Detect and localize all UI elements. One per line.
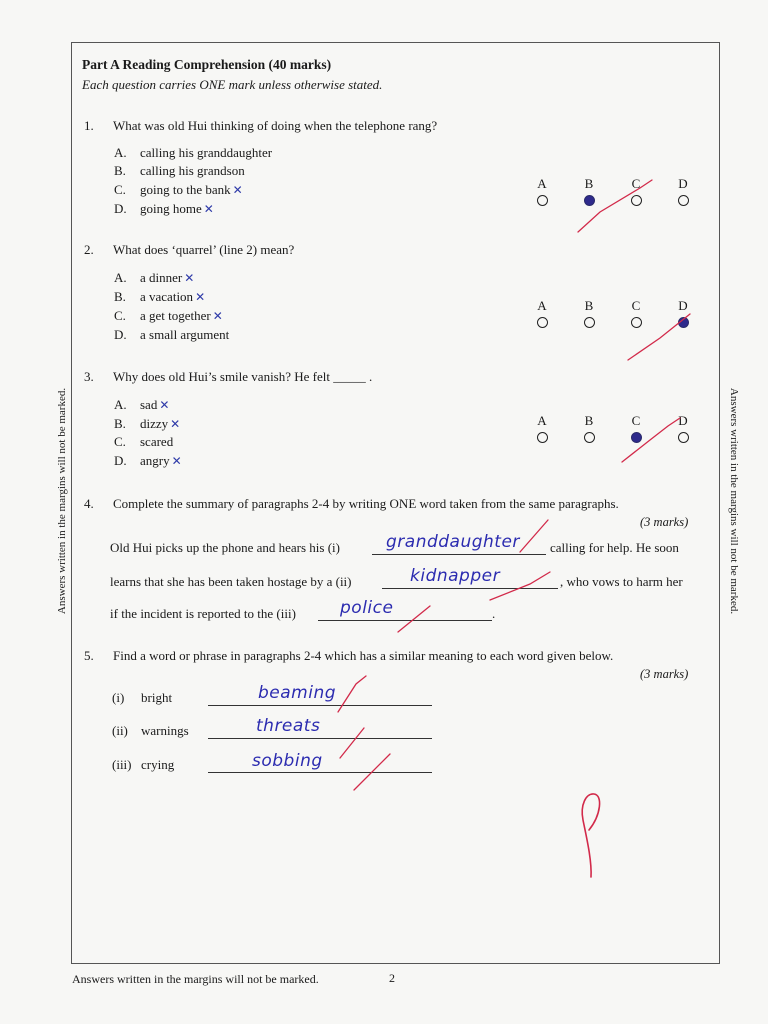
q2-bubble-label-a: A — [537, 298, 547, 313]
q2-option-c — [140, 308, 223, 324]
q2-option-c-text: a get together — [140, 308, 211, 323]
q2-bubble-label-d: D — [678, 298, 688, 313]
q4-answer-i: granddaughter — [386, 532, 520, 552]
q3-option-b-text: dizzy — [140, 416, 169, 431]
q2-option-b — [140, 289, 205, 305]
q5-answer-1: beaming — [258, 683, 337, 703]
q3-bubble-c[interactable] — [631, 432, 642, 443]
q5-item1-label: (i) — [112, 690, 125, 705]
page-number: 2 — [389, 971, 395, 985]
q3-option-b — [140, 416, 180, 432]
q1-option-c — [140, 182, 243, 198]
q1-option-a: calling his granddaughter — [140, 145, 273, 160]
cross-mark-icon: ✕ — [159, 398, 170, 412]
q5-marks: (3 marks) — [640, 667, 689, 681]
cross-mark-icon: ✕ — [184, 271, 195, 285]
cross-mark-icon: ✕ — [170, 417, 181, 431]
q1-bubble-a[interactable] — [537, 195, 548, 206]
q3-bubble-d[interactable] — [678, 432, 689, 443]
q1-option-d-text: going home — [140, 201, 202, 216]
q3-bubble-a[interactable] — [537, 432, 548, 443]
right-margin-note: Answers written in the margins will not be marked. — [728, 387, 740, 615]
q4-marks: (3 marks) — [640, 515, 689, 529]
q4-blank-iii[interactable] — [318, 620, 492, 621]
footer-note: Answers written in the margins will not be marked. — [72, 972, 319, 986]
q1-option-c-text: going to the bank — [140, 182, 231, 197]
q1-option-b-letter: B. — [114, 163, 126, 178]
q3-bubble-b[interactable] — [584, 432, 595, 443]
q2-bubble-label-b: B — [584, 298, 594, 313]
q1-option-a-letter: A. — [114, 145, 127, 160]
q3-bubble-label-c: C — [631, 413, 641, 428]
q4-answer-ii: kidnapper — [410, 566, 501, 586]
q3-option-d — [140, 453, 182, 469]
q4-answer-iii: police — [340, 598, 394, 618]
q4-line1-suffix: calling for help. He soon — [550, 540, 679, 555]
section-title: Part A Reading Comprehension (40 marks) — [82, 57, 332, 72]
q3-text: Why does old Hui’s smile vanish? He felt _____ . — [113, 369, 373, 384]
q2-option-a-text: a dinner — [140, 270, 183, 285]
q1-bubble-label-c: C — [631, 176, 641, 191]
section-instructions: Each question carries ONE mark unless otherwise stated. — [82, 77, 383, 92]
q2-option-b-text: a vacation — [140, 289, 194, 304]
q2-bubble-d[interactable] — [678, 317, 689, 328]
q3-option-c-letter: C. — [114, 434, 126, 449]
q1-option-c-letter: C. — [114, 182, 126, 197]
q5-blank-1[interactable] — [208, 705, 432, 706]
q1-bubble-b[interactable] — [584, 195, 595, 206]
q2-bubble-a[interactable] — [537, 317, 548, 328]
q2-bubble-b[interactable] — [584, 317, 595, 328]
q5-number: 5. — [84, 648, 94, 663]
q2-option-b-letter: B. — [114, 289, 126, 304]
q3-option-d-letter: D. — [114, 453, 127, 468]
q4-blank-i[interactable] — [372, 554, 546, 555]
q4-line3-suffix: . — [492, 606, 496, 621]
cross-mark-icon: ✕ — [203, 202, 214, 216]
q1-option-d-letter: D. — [114, 201, 127, 216]
q3-option-a-text: sad — [140, 397, 158, 412]
q4-line2-prefix: learns that she has been taken hostage by a (ii) — [110, 574, 352, 589]
q5-item3-label: (iii) — [112, 757, 132, 772]
q1-bubble-label-b: B — [584, 176, 594, 191]
q1-option-d — [140, 201, 214, 217]
q3-option-c: scared — [140, 434, 174, 449]
q2-bubble-label-c: C — [631, 298, 641, 313]
q3-bubble-label-a: A — [537, 413, 547, 428]
q3-option-b-letter: B. — [114, 416, 126, 431]
cross-mark-icon: ✕ — [195, 290, 206, 304]
q4-blank-ii[interactable] — [382, 588, 558, 589]
q4-number: 4. — [84, 496, 94, 511]
q3-option-a — [140, 397, 169, 413]
q5-item2-word: warnings — [141, 723, 189, 738]
q2-number: 2. — [84, 242, 94, 257]
q3-bubble-label-b: B — [584, 413, 594, 428]
q5-blank-3[interactable] — [208, 772, 432, 773]
q5-item2-label: (ii) — [112, 723, 128, 738]
q2-option-a — [140, 270, 194, 286]
q3-number: 3. — [84, 369, 94, 384]
q5-item3-word: crying — [141, 757, 175, 772]
q2-text: What does ‘quarrel’ (line 2) mean? — [113, 242, 295, 257]
q2-option-a-letter: A. — [114, 270, 127, 285]
q2-bubble-c[interactable] — [631, 317, 642, 328]
q5-item1-word: bright — [141, 690, 173, 705]
q3-option-a-letter: A. — [114, 397, 127, 412]
q3-bubble-label-d: D — [678, 413, 688, 428]
q3-option-d-text: angry — [140, 453, 170, 468]
q4-line1-prefix: Old Hui picks up the phone and hears his (i) — [110, 540, 340, 555]
q1-bubble-c[interactable] — [631, 195, 642, 206]
q1-bubble-label-d: D — [678, 176, 688, 191]
q1-number: 1. — [84, 118, 94, 133]
q5-text: Find a word or phrase in paragraphs 2-4 which has a similar meaning to each word given below. — [113, 648, 614, 663]
q1-text: What was old Hui thinking of doing when the telephone rang? — [113, 118, 438, 133]
q5-answer-2: threats — [256, 716, 321, 736]
q1-option-b: calling his grandson — [140, 163, 245, 178]
cross-mark-icon: ✕ — [171, 454, 182, 468]
q4-text: Complete the summary of paragraphs 2-4 by writing ONE word taken from the same paragraphs. — [113, 496, 619, 511]
q5-blank-2[interactable] — [208, 738, 432, 739]
q4-line2-suffix: , who vows to harm her — [560, 574, 683, 589]
q1-bubble-label-a: A — [537, 176, 547, 191]
q4-line3-prefix: if the incident is reported to the (iii) — [110, 606, 296, 621]
q5-answer-3: sobbing — [252, 751, 323, 771]
q1-bubble-d[interactable] — [678, 195, 689, 206]
q2-option-d-letter: D. — [114, 327, 127, 342]
cross-mark-icon: ✕ — [232, 183, 243, 197]
q2-option-c-letter: C. — [114, 308, 126, 323]
cross-mark-icon: ✕ — [212, 309, 223, 323]
q2-option-d: a small argument — [140, 327, 230, 342]
left-margin-note: Answers written in the margins will not be marked. — [56, 387, 68, 615]
